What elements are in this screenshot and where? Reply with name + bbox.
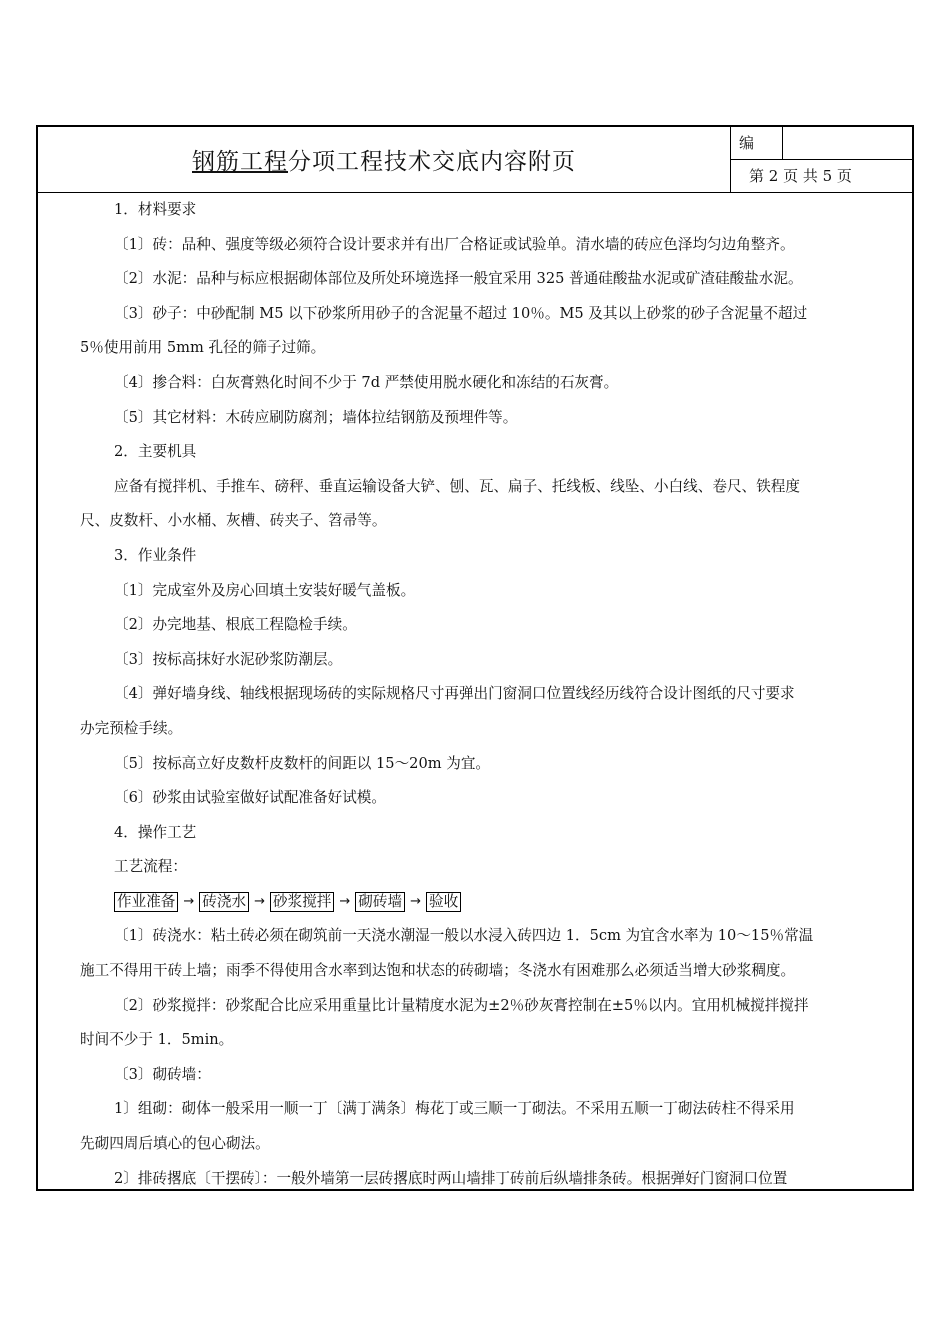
body-lines-a — [80, 193, 904, 885]
text-line: 〔2〕办完地基、根底工程隐检手续。 — [114, 616, 357, 634]
flow-step: 砖浇水 — [199, 892, 249, 912]
text-line: 〔3〕砂子：中砂配制 M5 以下砂浆所用砂子的含泥量不超过 10％。M5 及其以上砂浆的砂子含泥量不超过 — [114, 304, 808, 322]
text-line: 办完预检手续。 — [80, 719, 183, 737]
flow-step: 砌砖墙 — [355, 892, 405, 912]
text-line: 〔6〕砂浆由试验室做好试配准备好试模。 — [114, 789, 386, 807]
text-line: 时间不少于 1．5min。 — [80, 1031, 234, 1049]
title-underlined: 钢筋工程 — [192, 149, 288, 175]
meta-box — [730, 127, 913, 192]
text-line: 〔4〕弹好墙身线、轴线根据现场砖的实际规格尺寸再弹出门窗洞口位置线经历线符合设计图纸的尺寸要求 — [114, 685, 795, 703]
text-line: 〔1〕砖浇水：粘土砖必须在砌筑前一天浇水潮湿一般以水浸入砖四边 1．5cm 为宜含水率为 10～15％常温 — [114, 927, 814, 945]
text-line: 4．操作工艺 — [114, 823, 197, 841]
text-line: 3．作业条件 — [114, 546, 197, 564]
text-line: 2〕排砖撂底〔干摆砖〕：一般外墙第一层砖撂底时两山墙排丁砖前后纵墙排条砖。根据弹好门窗洞口位置 — [114, 1169, 788, 1187]
text-line: 〔3〕按标高抹好水泥砂浆防潮层。 — [114, 650, 343, 668]
code-label: 编 — [731, 127, 783, 159]
text-line: 〔2〕砂浆搅拌：砂浆配合比应采用重量比计量精度水泥为±2％砂灰膏控制在±5％以内。宜用机械搅拌搅拌 — [114, 996, 809, 1014]
flow-step: 作业准备 — [114, 892, 178, 912]
text-line: 施工不得用干砖上墙；雨季不得使用含水率到达饱和状态的砖砌墙；冬浇水有困难那么必须适当增大砂浆稠度。 — [80, 962, 796, 980]
arrow-right-icon: → — [183, 893, 195, 909]
text-line: 1〕组砌：砌体一般采用一顺一丁〔满丁满条〕梅花丁或三顺一丁砌法。不采用五顺一丁砌法砖柱不得采用 — [114, 1100, 795, 1118]
arrow-right-icon: → — [339, 893, 351, 909]
process-flow — [80, 885, 904, 920]
text-line: 工艺流程： — [114, 858, 187, 876]
body-content — [38, 193, 912, 1189]
text-line: 〔3〕砌砖墙： — [114, 1065, 211, 1083]
text-line: 1．材料要求 — [114, 201, 197, 218]
text-line: 应备有搅拌机、手推车、磅秤、垂直运输设备大铲、刨、瓦、扁子、托线板、线坠、小白线、卷尺、铁程度 — [114, 477, 800, 495]
header — [38, 127, 912, 193]
page-title — [38, 127, 730, 192]
text-line: 〔4〕掺合料：白灰膏熟化时间不少于 7d 严禁使用脱水硬化和冻结的石灰膏。 — [114, 373, 619, 391]
page-info: 第 2 页 共 5 页 — [749, 167, 852, 185]
text-line: 〔5〕其它材料：木砖应刷防腐剂；墙体拉结钢筋及预埋件等。 — [114, 408, 518, 426]
text-line: 尺、皮数杆、小水桶、灰槽、砖夹子、笤帚等。 — [80, 512, 387, 530]
text-line: 〔2〕水泥：品种与标应根据砌体部位及所处环境选择一般宜采用 325 普通硅酸盐水泥或矿渣硅酸盐水泥。 — [114, 270, 803, 288]
arrow-right-icon: → — [410, 893, 421, 909]
document-sheet — [36, 125, 914, 1191]
text-line: 〔5〕按标高立好皮数杆皮数杆的间距以 15～20m 为宜。 — [114, 754, 491, 772]
text-line: 2．主要机具 — [114, 443, 197, 461]
text-line: 〔1〕砖：品种、强度等级必须符合设计要求并有出厂合格证或试验单。清水墙的砖应色泽均匀边角整齐。 — [114, 235, 795, 253]
text-line: 5％使用前用 5mm 孔径的筛子过筛。 — [80, 339, 326, 357]
body-lines-b — [80, 919, 904, 1196]
title-rest: 分项工程技术交底内容附页 — [288, 149, 576, 175]
flow-step: 验收 — [426, 892, 461, 912]
arrow-right-icon: → — [254, 893, 265, 909]
text-line: 〔1〕完成室外及房心回填土安装好暖气盖板。 — [114, 581, 416, 599]
flow-step: 砂浆搅拌 — [270, 892, 334, 912]
text-line: 先砌四周后填心的包心砌法。 — [80, 1135, 270, 1153]
code-row — [731, 127, 913, 160]
